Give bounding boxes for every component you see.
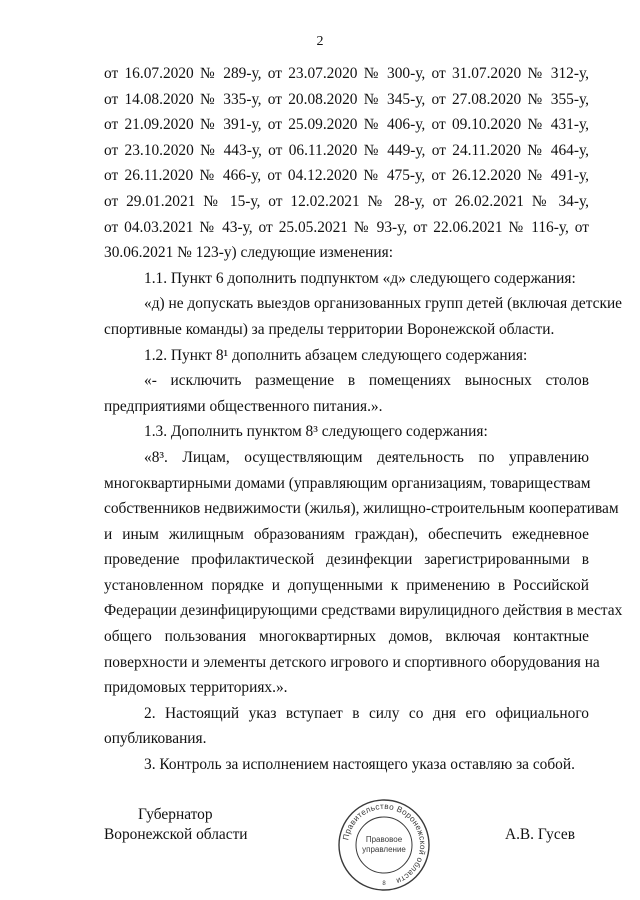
document-body [104,61,623,778]
text-line: от 16.07.2020 № 289-у, от 23.07.2020 № 300-у, от 31.07.2020 № 312-у, [104,65,589,82]
text-line: 30.06.2021 № 123-у) следующие изменения: [104,244,394,262]
text-line: придомовых территориях.». [104,679,288,697]
signatory-title-line-1: Губернатор [138,806,213,823]
official-stamp [336,797,432,893]
text-line: собственников недвижимости (жилья), жилищно-строительным кооперативам [104,500,619,518]
text-line: поверхности и элементы детского игрового и спортивного оборудования на [104,653,600,671]
text-line: «д) не допускать выездов организованных групп детей (включая детские [144,295,623,313]
text-line: от 21.09.2020 № 391-у, от 25.09.2020 № 406-у, от 09.10.2020 № 431-у, [104,116,589,134]
signatory-name: А.В. Гусев [504,826,575,843]
text-line: 1.1. Пункт 6 дополнить подпунктом «д» следующего содержания: [144,269,576,287]
text-line: от 26.11.2020 № 466-у, от 04.12.2020 № 475-у, от 26.12.2020 № 491-у, [104,167,589,185]
text-line: установленном порядке и допущенными к применению в Российской [104,576,589,594]
text-line: «- исключить размещение в помещениях выносных столов [144,372,589,390]
text-line: от 14.08.2020 № 335-у, от 20.08.2020 № 345-у, от 27.08.2020 № 355-у, [104,90,589,108]
text-line: Федерации дезинфицирующими средствами вирулицидного действия в местах [104,602,623,620]
stamp-center-line-1: Правовое [365,835,403,844]
text-line: спортивные команды) за пределы территории Воронежской области. [104,320,555,338]
text-line: «8³. Лицам, осуществляющим деятельность по управлению [144,448,589,466]
text-line: предприятиями общественного питания.». [104,397,383,415]
text-line: многоквартирными домами (управляющим организациям, товариществам [104,474,591,492]
text-line: 1.3. Дополнить пунктом 8³ следующего содержания: [144,423,488,441]
text-line: 1.2. Пункт 8¹ дополнить абзацем следующего содержания: [144,346,528,364]
text-line: 2. Настоящий указ вступает в силу со дня его официального [144,704,589,722]
stamp-ring-text: Правительство Воронежской области [341,801,428,886]
page-number: 2 [316,34,324,49]
text-line: опубликования. [104,730,207,748]
text-line: проведение профилактической дезинфекции зарегистрированными в [104,551,589,569]
signature-block [104,801,589,887]
text-line: общего пользования многоквартирных домов, включая контактные [104,628,589,646]
text-line: от 23.10.2020 № 443-у, от 06.11.2020 № 449-у, от 24.11.2020 № 464-у, [104,141,589,159]
signatory-title-line-2: Воронежской области [104,826,248,843]
text-line: 3. Контроль за исполнением настоящего указа оставляю за собой. [144,756,575,774]
stamp-center-line-2: управление [362,845,406,854]
text-line: от 29.01.2021 № 15-у, от 12.02.2021 № 28-у, от 26.02.2021 № 34-у, [104,192,589,210]
text-line: от 04.03.2021 № 43-у, от 25.05.2021 № 93-у, от 22.06.2021 № 116-у, от [104,218,589,236]
stamp-bottom-mark: 8 [382,881,386,887]
signatory-title [104,805,248,845]
text-line: и иным жилищным образованиям граждан), обеспечить ежедневное [104,525,589,543]
